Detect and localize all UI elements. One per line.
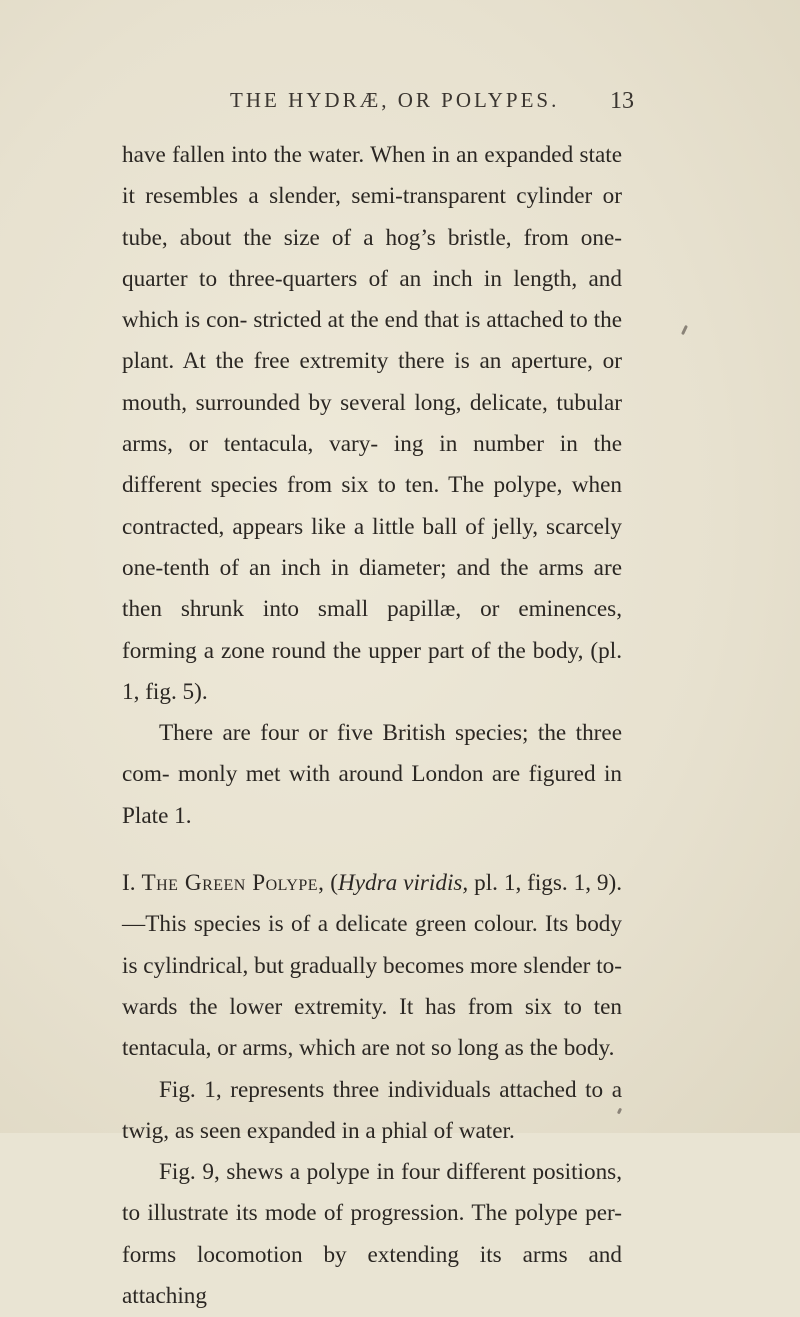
paragraph-4: Fig. 1, represents three individuals attached to a twig, as seen expanded in a phial of water.: [122, 1076, 622, 1144]
species-name: The Green Polype,: [141, 870, 325, 897]
paragraph-5: Fig. 9, shews a polype in four different positions, to illustrate its mode of progression. The polype per- forms locomotion by extending its arms and attaching: [122, 1159, 622, 1310]
body-text: [122, 135, 622, 1317]
paragraph-3: I. The Green Polype, (Hydra viridis, pl. 1, figs. 1, 9).—This species is of a delicate green colour. Its body is cylindrical, but gradually becomes more slender to- wards the lower extremity. It has from six to ten tentacula, or arms, which are not so long as the body.: [122, 870, 623, 1062]
paragraph-1: have fallen into the water. When in an expanded state it resembles a slender, semi-transparent cylinder or tube, about the size of a hog’s bristle, from one-quarter to three-quarters of an inch in length, and which is con- stricted at the end that is attached to the plant. At the free extremity there is an aperture, or mouth, surrounded by several long, delicate, tubular arms, or tentacula, vary- ing in number in the different species from six to ten. The polype, when contracted, appears like a little ball of jelly, scarcely one-tenth of an inch in diameter; and the arms are then shrunk into small papillæ, or eminences, forming a zone round the upper part of the body, (pl. 1, fig. 5).: [122, 142, 622, 705]
page-number: 13: [610, 88, 634, 114]
running-title: THE HYDRÆ, OR POLYPES.: [230, 88, 560, 112]
species-description: —This species is of a delicate green colour. Its body is cylindrical, but gradually becomes more slender to- wards the lower extremity. It has from six to ten tentacula, or arms, which are not so long as the body.: [122, 911, 622, 1062]
section-number: I.: [122, 870, 136, 897]
latin-name: Hydra viridis,: [338, 870, 469, 897]
paper-speck: [681, 325, 688, 335]
plate-reference: pl. 1, figs. 1, 9).: [474, 870, 623, 897]
paragraph-2: There are four or five British species; the three com- monly met with around London are figured in Plate 1.: [122, 720, 622, 829]
